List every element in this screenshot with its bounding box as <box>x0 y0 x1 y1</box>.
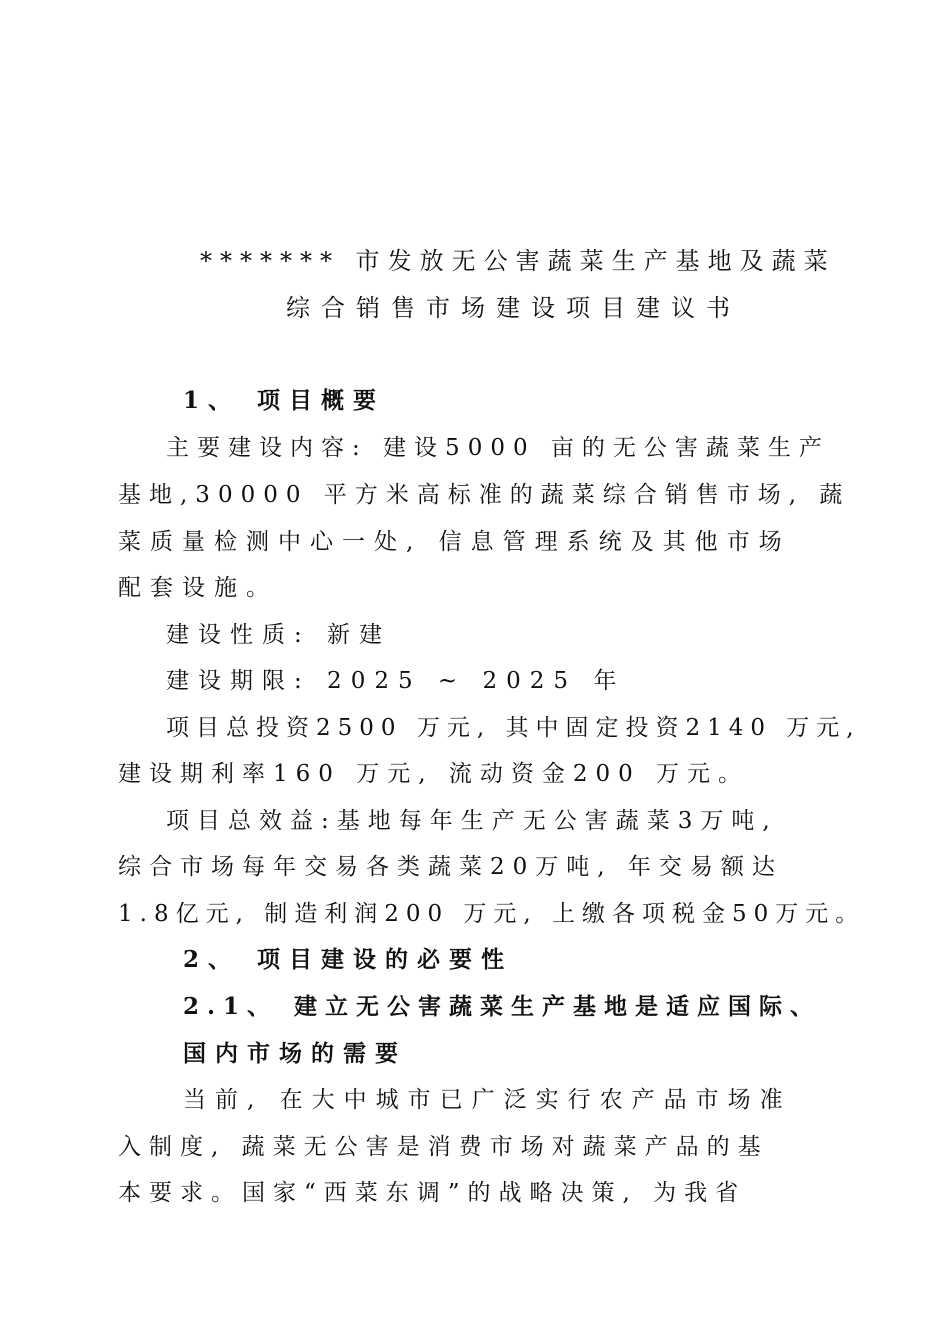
benefit-line-1: 项目总效益:基地每年生产无公害蔬菜3万吨, <box>166 808 778 834</box>
title-line-1: ******* 市发放无公害蔬菜生产基地及蔬菜 <box>200 247 836 275</box>
body-line-2: 入制度, 蔬菜无公害是消费市场对蔬菜产品的基 <box>118 1134 769 1160</box>
body-line-1: 当前, 在大中城市已广泛实行农产品市场准 <box>183 1087 792 1113</box>
construction-nature: 建设性质: 新建 <box>166 622 392 648</box>
content-line-3: 菜质量检测中心一处, 信息管理系统及其他市场 <box>118 529 791 555</box>
investment-line-2: 建设期利率160 万元, 流动资金200 万元。 <box>118 761 750 787</box>
benefit-line-3: 1.8亿元, 制造利润200 万元, 上缴各项税金50万元。 <box>118 901 866 927</box>
investment-line-1: 项目总投资2500 万元, 其中固定投资2140 万元, <box>166 715 861 741</box>
section-2-1-heading-line-2: 国内市场的需要 <box>183 1040 407 1067</box>
benefit-line-2: 综合市场每年交易各类蔬菜20万吨, 年交易额达 <box>118 854 783 880</box>
body-line-3: 本要求。国家“西菜东调”的战略决策, 为我省 <box>118 1180 747 1206</box>
content-line-2: 基地,30000 平方米高标准的蔬菜综合销售市场, 蔬 <box>118 482 851 508</box>
title-line-2: 综合销售市场建设项目建议书 <box>286 294 741 322</box>
section-2-1-heading-line-1: 2.1、 建立无公害蔬菜生产基地是适应国际、 <box>183 993 822 1020</box>
content-line-1: 主要建设内容: 建设5000 亩的无公害蔬菜生产 <box>166 435 830 461</box>
construction-period: 建设期限: 2025 ~ 2025 年 <box>166 668 626 694</box>
section-1-heading: 1、 项目概要 <box>183 387 386 414</box>
content-line-4: 配套设施。 <box>118 575 278 601</box>
section-2-heading: 2、 项目建设的必要性 <box>183 946 514 973</box>
